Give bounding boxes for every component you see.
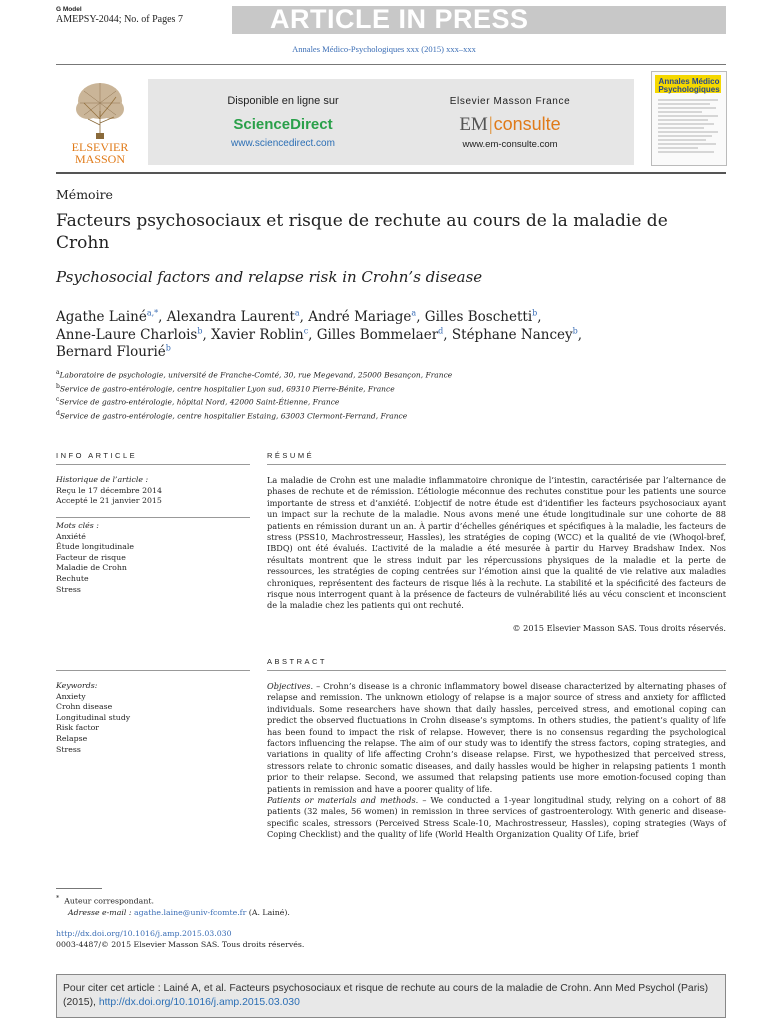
affiliation-item [56, 381, 616, 395]
keywords-fr [56, 521, 250, 595]
em-logo-left: EM [459, 114, 488, 135]
sciencedirect-link[interactable]: www.sciencedirect.com [231, 138, 335, 149]
affiliation-item [56, 408, 616, 422]
email-suffix: (A. Lainé). [246, 907, 290, 917]
author-affiliation-marker[interactable]: a,* [146, 308, 159, 318]
masson-word: MASSON [74, 152, 126, 166]
em-publisher-label: Elsevier Masson France [449, 96, 571, 107]
g-model-label: G Model [56, 6, 82, 13]
received-date: Reçu le 17 décembre 2014 [56, 485, 162, 495]
author-name: Stéphane Nancey [451, 326, 573, 343]
sciencedirect-label: Disponible en ligne sur [227, 95, 339, 107]
author-name: Xavier Roblin [211, 326, 304, 343]
author-name: Gilles Boschetti [424, 309, 533, 325]
elsevier-word: ELSEVIER [71, 140, 129, 154]
issn-copyright: 0003-4487/© 2015 Elsevier Masson SAS. Tous droits réservés. [56, 940, 305, 949]
keyword-en: Risk factor [56, 723, 100, 733]
author-affiliation-marker[interactable]: b [532, 308, 538, 318]
author-name: Gilles Bommelaer [316, 326, 439, 343]
author-name: André Mariage [308, 309, 412, 325]
keyword-en: Anxiety [56, 691, 86, 701]
keyword-en: Stress [56, 744, 81, 754]
banner-bottom-rule [56, 172, 726, 174]
objectives-text: – Crohn’s disease is a chronic inflammatory bowel disease characterized by alternating phases of relapse and remission. The unknown etiology of relapse is a major source of stress and anxiety for afflicted individuals. Some researchers have shown that daily hassles, perceived stress, and emotional coping can predict the observed fluctuations in Crohn disease’s symptoms. In others studies, the patient’s quality of life has been found to impact the risk of relapse. However, there is no consensus regarding the psychological factors influencing the relapse. The aim of our study was to identify the stress factors, coping strategies, and variations in quality of life affecting Crohn’s disease relapse. First, we hypothesized that perceived stress, stressors relate to chronic somatic diseases, and daily hassles would be higher in relapsing patients 1 month prior to their relapse. Second, we assumed that relapsing patients use more emotion-focused coping than patients in remission and have a poorer quality of life. [267, 681, 726, 794]
author-list: Agathe Lainé$^{a,*}$, Alexandra Laurent$^a$, André Mariage$^a$, Gilles Boschetti$^b$, Anne-Laure Charlois$^b$, Xavier Roblin$^c$, Gilles Bommelaer$^d$, Stéphane Nancey$^b$, Bernard Flourié$^b$ [56, 308, 583, 360]
author-affiliation-marker[interactable]: a [411, 308, 417, 318]
affiliation-text: Service de gastro-entérologie, centre hospitalier Lyon sud, 69310 Pierre-Bénite, France [59, 384, 395, 393]
correspondant-label: Auteur correspondant. [64, 896, 154, 906]
article-in-press-label: ARTICLE IN PRESS [270, 4, 529, 34]
keyword-fr: Stress [56, 584, 81, 594]
affiliation-text: Service de gastro-entérologie, hôpital Nord, 42000 Saint-Étienne, France [59, 397, 340, 407]
author-affiliation-marker[interactable]: a [294, 308, 300, 318]
em-consulte-logo: EM|consulte [459, 114, 561, 135]
resume-heading: RÉSUMÉ [267, 451, 315, 460]
keyword-fr: Étude longitudinale [56, 542, 135, 552]
author-affiliation-marker[interactable]: b [197, 326, 203, 335]
author-email-link[interactable]: agathe.laine@univ-fcomte.fr [133, 907, 247, 917]
keyword-en: Longitudinal study [56, 712, 131, 722]
affiliation-list [56, 367, 616, 421]
keywords-en-label: Keywords: [56, 681, 98, 690]
resume-body: La maladie de Crohn est une maladie inflammatoire chronique de l’intestin, caractérisée par l’alternance de phases de rechute et de rémission. L’étiologie méconnue des rechutes constitue pour les patients une source importante de stress et d’anxiété. L’objectif de notre étude est d’identifier les facteurs psychosociaux ayant un impact sur la rechute de la maladie. Nous avons mené une étude longitudinale sur une cohorte de 88 patients en rémission durant un an. À partir d’échelles génériques et spécifiques à la maladie, les facteurs de stress (PSS10, Machrostresseur, Hassles), les stratégies de coping (WCC) et la qualité de vie (Whoqol-bref, IBDQ) ont été évalués. L’activité de la maladie a été mesurée à partir du Harvey Bradshaw Index. Nos résultats montrent que le stress induit par les répercussions physiques de la maladie et la perte de ressources, les stratégies de coping centrées sur l’émotion ainsi que la qualité de vie relative aux maladies chroniques, représentent des facteurs de risque liés à la rechute. La stabilité et la spécificité des facteurs de risque nous interrogent quant à la présence de facteurs de vulnérabilité liés au vécu conscient et inconscient de la maladie chez les patients qui ont rechuté. [267, 475, 726, 611]
corresponding-author-note [56, 893, 456, 918]
affiliation-text: Laboratoire de psychologie, université de Franche-Comté, 30, rue Megevand, 25000 Besançon, France [59, 370, 453, 380]
doi-link[interactable]: http://dx.doi.org/10.1016/j.amp.2015.03.030 [56, 929, 232, 938]
keyword-fr: Rechute [56, 573, 89, 583]
journal-citation-line[interactable]: Annales Médico-Psychologiques xxx (2015) xxx–xxx [292, 44, 476, 54]
cover-title: Annales Médico Psychologiques [658, 77, 720, 94]
affiliation-marker: b [56, 382, 60, 390]
accepted-date: Accepté le 21 janvier 2015 [56, 496, 162, 505]
affiliation-marker: d [56, 409, 60, 417]
article-history [56, 475, 250, 507]
affiliation-marker: c [56, 396, 60, 403]
journal-cover-thumbnail [651, 71, 727, 166]
citation-text [63, 982, 719, 1010]
citation-doi-link[interactable]: http://dx.doi.org/10.1016/j.amp.2015.03.030 [98, 997, 300, 1008]
keyword-en: Relapse [56, 733, 88, 743]
abstract-body [267, 681, 726, 841]
info-rule [56, 464, 250, 465]
article-subtitle: Psychosocial factors and relapse risk in Crohn’s disease [56, 268, 483, 286]
article-title: Facteurs psychosociaux et risque de rechute au cours de la maladie de Crohn [56, 211, 668, 253]
footnote-rule [56, 888, 102, 889]
article-reference: AMEPSY-2044; No. of Pages 7 [56, 14, 183, 25]
elsevier-masson-logo [60, 75, 140, 167]
keyword-fr: Anxiété [56, 531, 86, 541]
affiliation-item [56, 367, 616, 381]
banner-top-rule [56, 64, 726, 65]
sciencedirect-logo-text: ScienceDirect [233, 116, 333, 133]
objectives-label: Objectives. [267, 681, 314, 691]
info-article-heading: INFO ARTICLE [56, 451, 138, 460]
citation-body: Pour citer cet article : Lainé A, et al. Facteurs psychosociaux et risque de rechute au cours de la maladie de Crohn. Ann Med Psychol (Paris) (2015), [63, 983, 709, 1008]
keywords-fr-rule [56, 517, 250, 518]
author-name: Bernard Flourié [56, 344, 166, 360]
abstract-heading: ABSTRACT [267, 657, 328, 666]
methods-text: – We conducted a 1-year longitudinal study, relying on a cohort of 88 patients (32 males, 56 women) in remission in three services of gastroenterology. With generic and disease-specific scales, stressors (Perceived Stress Scale-10, Machrostresseur, Hassles), coping strategies (Ways of Coping Checklist) and the quality of life (World Health Organization Quality Of Life, brief [267, 795, 726, 840]
abstract-rule [267, 670, 726, 671]
keywords-en-rule [56, 670, 250, 671]
email-label: Adresse e-mail : [68, 907, 132, 917]
affiliation-item [56, 394, 616, 408]
affiliation-marker: a [56, 369, 60, 376]
affiliation-text: Service de gastro-entérologie, centre hospitalier Estaing, 63003 Clermont-Ferrand, France [59, 411, 408, 420]
keyword-en: Crohn disease [56, 702, 113, 712]
resume-copyright: © 2015 Elsevier Masson SAS. Tous droits réservés. [512, 623, 726, 633]
keyword-fr: Maladie de Crohn [56, 563, 127, 573]
author-name: Anne-Laure Charlois [56, 326, 198, 343]
cover-contents-lines [658, 98, 720, 160]
keywords-fr-label: Mots clés : [56, 521, 99, 530]
author-name: Agathe Lainé [56, 309, 147, 325]
em-logo-right: consulte [493, 114, 561, 134]
em-consulte-link[interactable]: www.em-consulte.com [462, 139, 558, 150]
author-affiliation-marker[interactable]: b [572, 326, 578, 335]
article-section: Mémoire [56, 187, 113, 202]
methods-label: Patients or materials and methods. [267, 795, 419, 806]
author-affiliation-marker[interactable]: d [438, 326, 444, 335]
author-affiliation-marker[interactable]: b [165, 343, 171, 353]
author-affiliation-marker[interactable]: c [303, 326, 309, 335]
keyword-fr: Facteur de risque [56, 552, 126, 562]
keywords-en [56, 681, 250, 755]
author-name: Alexandra Laurent [166, 309, 295, 325]
footnote-star: * [56, 894, 60, 902]
history-label: Historique de l’article : [56, 475, 149, 484]
resume-rule [267, 464, 726, 465]
